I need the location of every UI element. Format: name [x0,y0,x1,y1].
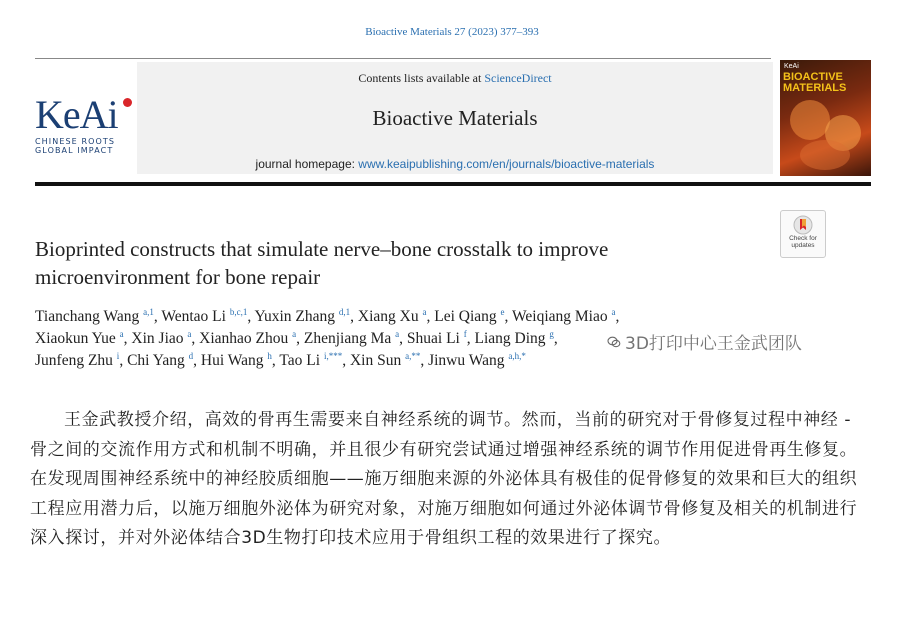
author-entry[interactable] [407,330,467,347]
author-entry[interactable] [35,330,124,347]
author-affiliation[interactable]: g [549,329,554,339]
author-name: Zhenjiang Ma [303,330,392,347]
sciencedirect-link[interactable]: ScienceDirect [484,71,552,85]
author-affiliation[interactable]: f [463,329,467,339]
check-for-updates-button[interactable] [780,210,826,258]
author-entry[interactable] [350,352,420,369]
cover-publisher: KeAi [784,63,799,70]
author-affiliation[interactable]: b,c,1 [229,307,248,317]
author-affiliation[interactable]: e [500,307,505,317]
journal-cover-image[interactable] [780,60,871,176]
author-name: Weiqiang Miao [512,308,608,325]
bookmark-icon [793,215,813,235]
wechat-watermark: 3D打印中心王金武团队 [607,329,802,354]
author-list: Tianchang Wang $^{a,1}$, Wentao Li $^{b,c,1}$, Yuxin Zhang $^{d,1}$, Xiang Xu $^a$, Lei Qiang $^e$, Weiqiang Miao $^a$, Xiaokun Yue $^a$, Xin Jiao $^a$, Xianhao Zhou $^a$, Zhenjiang Ma $^a$, Shuai Li $^f$, Liang Ding $^g$, Junfeng Zhu $^i$, Chi Yang $^d$, Hui Wang $^h$, Tao Li $^{i,***}$, Xin Sun $^{a,**}$, Jinwu Wang $^{a,h,*}$ [35,307,620,369]
author-affiliation[interactable]: d,1 [338,307,351,317]
author-name: Tao Li [279,352,321,369]
author-name: Xiang Xu [357,308,419,325]
article-title: Bioprinted constructs that simulate nerve–bone crosstalk to improve microenvironment for bone repair [35,237,609,289]
author-affiliation[interactable]: a [422,307,427,317]
author-entry[interactable] [304,330,399,347]
keai-logo [35,92,135,155]
cover-decoration [790,100,830,140]
header-rule [35,182,871,186]
journal-name: Bioactive Materials [372,106,538,130]
wechat-icon [607,335,621,349]
author-name: Xin Jiao [131,330,184,347]
author-entry[interactable] [512,308,615,325]
author-affiliation[interactable]: i,*** [323,351,343,361]
logo-dot [123,98,132,107]
author-affiliation[interactable]: a [187,329,192,339]
author-name: Xianhao Zhou [199,330,289,347]
author-name: Chi Yang [127,352,185,369]
author-affiliation[interactable]: a [611,307,616,317]
author-name: Xin Sun [349,352,402,369]
author-entry[interactable] [428,352,526,369]
journal-citation[interactable]: Bioactive Materials 27 (2023) 377–393 [365,26,539,38]
logo-wordmark: KeAi [35,96,135,134]
author-name: Liang Ding [474,330,546,347]
homepage-line: journal homepage: www.keaipublishing.com/en/journals/bioactive-materials [255,157,655,171]
author-entry[interactable] [201,352,272,369]
author-affiliation[interactable]: a,1 [143,307,154,317]
author-name: Jinwu Wang [428,352,505,369]
body-paragraph: 王金武教授介绍，高效的骨再生需要来自神经系统的调节。然而，当前的研究对于骨修复过程中神经 - 骨之间的交流作用方式和机制不明确，并且很少有研究尝试通过增强神经系统的调节作用促进骨再生修复。在发现周围神经系统中的神经胶质细胞——施万细胞来源的外泌体具有极佳的促骨修复的效果和巨大的组织工程应用潜力后，以施万细胞外泌体为研究对象，对施万细胞如何通过外泌体调节骨修复及相关的机制进行深入探讨，并对外泌体结合3D生物打印技术应用于骨组织工程的效果进行了探究。 [30,410,858,548]
divider [35,58,771,59]
logo-tagline: CHINESE ROOTS GLOBAL IMPACT [35,137,116,155]
author-affiliation[interactable]: a,h,* [508,351,526,361]
author-affiliation[interactable]: h [267,351,272,361]
author-entry[interactable] [161,308,247,325]
author-name: Hui Wang [200,352,264,369]
cover-title: BIOACTIVE MATERIALS [783,71,847,94]
author-name: Wentao Li [161,308,226,325]
author-affiliation[interactable]: a [292,329,297,339]
contents-line: Contents lists available at ScienceDirect [358,71,552,85]
author-affiliation[interactable]: a [119,329,124,339]
author-entry[interactable] [131,330,191,347]
author-name: Yuxin Zhang [254,308,336,325]
author-affiliation[interactable]: d [188,351,194,361]
author-entry[interactable] [255,308,351,325]
author-affiliation[interactable]: i [116,351,120,361]
author-name: Lei Qiang [434,308,497,325]
author-entry[interactable] [434,308,504,325]
author-name: Shuai Li [406,330,460,347]
author-entry[interactable] [35,352,119,369]
author-entry[interactable] [199,330,296,347]
author-entry[interactable] [358,308,427,325]
author-affiliation[interactable]: a [395,329,400,339]
author-entry[interactable] [127,352,193,369]
author-entry[interactable] [474,330,553,347]
author-entry[interactable] [279,352,342,369]
author-entry[interactable] [35,308,154,325]
homepage-link[interactable]: www.keaipublishing.com/en/journals/bioactive-materials [358,157,655,171]
author-name: Tianchang Wang [35,308,140,325]
check-updates-label: Check for updates [789,235,817,249]
cover-decoration [800,140,850,170]
author-name: Xiaokun Yue [35,330,116,347]
journal-masthead [137,62,773,174]
author-affiliation[interactable]: a,** [405,351,421,361]
author-name: Junfeng Zhu [35,352,113,369]
